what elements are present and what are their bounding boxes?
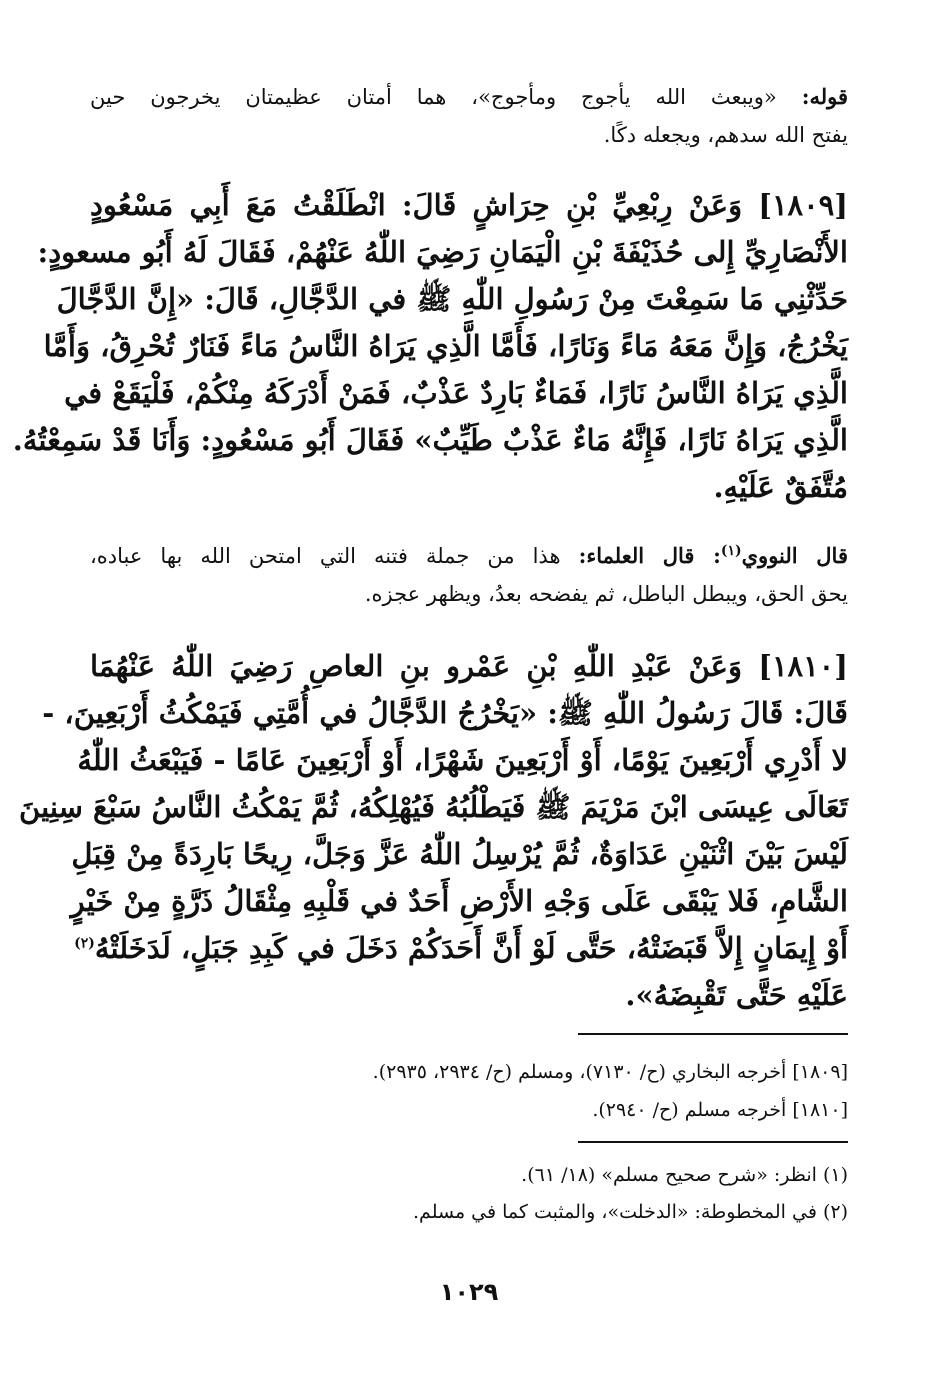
hadith-line: الَّذِي يَرَاهُ النَّاسُ نَارًا، فَمَاءٌ بَارِدٌ عَذْبٌ، فَمَنْ أَدْرَكَهُ مِنْكُمْ، فَلْيَقَعْ في: [64, 376, 848, 410]
commentary-label: قال النووي$^{(١)}$: قال العلماء:: [578, 543, 848, 568]
hadith-1810: [19, 643, 848, 1019]
hadith-line: لَيْسَ بَيْنَ اثْنَيْنِ عَدَاوَةٌ، ثُمَّ يُرْسِلُ اللّٰهُ عَزَّ وَجَلَّ، رِيحًا بَارِدَةً مِنْ قِبَلِ: [71, 837, 848, 871]
source-divider: [578, 1033, 848, 1035]
commentary-line: قوله: «ويبعث الله يأجوج ومأجوج»، هما أمتان عظيمتان يخرجون حين: [90, 84, 848, 109]
hadith-line: يَخْرُجُ، وَإِنَّ مَعَهُ مَاءً وَنَارًا، فَأَمَّا الَّذِي يَرَاهُ النَّاسُ مَاءً فَنَارٌ تُحْرِقُ، وَأَمَّا: [43, 329, 848, 363]
hadith-line: الشَّامِ، فَلا يَبْقَى عَلَى وَجْهِ الأَرْضِ أَحَدٌ في قَلْبِهِ مِثْقَالُ ذَرَّةٍ مِنْ خَيْرٍ: [70, 884, 848, 918]
hadith-line: الأَنْصَارِيِّ إِلى حُذَيْفَةَ بْنِ الْيَمَانِ رَضِيَ اللّٰهُ عَنْهُمْ، فَقَالَ لَهُ أَبُو مسعودٍ:: [37, 235, 848, 269]
hadith-line: مُتَّفَقٌ عَلَيْهِ.: [713, 470, 848, 504]
hadith-line: الَّذِي يَرَاهُ نَارًا، فَإِنَّهُ مَاءٌ عَذْبٌ طَيِّبٌ» فَقَالَ أَبُو مَسْعُودٍ: وَأَنَا قَدْ سَمِعْتُهُ.: [12, 423, 848, 457]
footnote: (٢) في المخطوطة: «الدخلت»، والمثبت كما في مسلم.: [413, 1201, 848, 1223]
footnote-ref[interactable]: (١): [720, 543, 742, 559]
book-page: [12, 72, 848, 1231]
hadith-line: لا أَدْرِي أَرْبَعِينَ يَوْمًا، أَوْ أَرْبَعِينَ شَهْرًا، أَوْ أَرْبَعِينَ عَامًا - فَيَبْعَثُ اللّٰهُ: [77, 743, 848, 777]
hadith-line: قَالَ: قَالَ رَسُولُ اللّٰهِ ﷺ: «يَخْرُجُ الدَّجَّالُ في أُمَّتِي فَيَمْكُثُ أَرْبَعِينَ، -: [42, 696, 848, 730]
hadith-1809: [12, 182, 848, 511]
hadith-line: حَدِّثْنِي مَا سَمِعْتَ مِنْ رَسُولِ اللّٰهِ ﷺ في الدَّجَّالِ، قَالَ: «إِنَّ الدَّجَّالَ: [56, 282, 848, 316]
hadith-line: أَوْ إِيمَانٍ إِلاَّ قَبَضَتْهُ، حَتَّى لَوْ أَنَّ أَحَدَكُمْ دَخَلَ في كَبِدِ جَبَلٍ، لَدَخَلَتْهُ$^{(٢)}$: [74, 931, 848, 965]
commentary-label: قوله:: [801, 84, 848, 109]
source-note: [١٨١٠] أخرجه مسلم (ح/ ٢٩٤٠).: [592, 1099, 848, 1121]
source-notes: [90, 1053, 848, 1129]
commentary-line: قال النووي$^{(١)}$: قال العلماء: هذا من جملة فتنه التي امتحن الله بها عباده،: [90, 543, 848, 568]
page-number: ١٠٢٩: [439, 1278, 499, 1306]
hadith-line: [١٨١٠] وَعَنْ عَبْدِ اللّٰهِ بْنِ عَمْرو بنِ العاصِ رَضِيَ اللّٰهُ عَنْهُمَا: [90, 649, 848, 683]
commentary-yajuj: [90, 78, 848, 154]
hadith-line: عَلَيْهِ حَتَّى تَقْبِضَهُ».: [625, 978, 848, 1012]
commentary-line: يفتح الله سدهم، ويجعله دكًا.: [603, 123, 848, 147]
footnotes: [90, 1157, 848, 1231]
source-note: [١٨٠٩] أخرجه البخاري (ح/ ٧١٣٠)، ومسلم (ح/ ٢٩٣٤، ٢٩٣٥).: [372, 1061, 848, 1083]
footnote-divider: [578, 1141, 848, 1143]
hadith-line: [١٨٠٩] وَعَنْ رِبْعِيِّ بْنِ حِرَاشٍ قَالَ: انْطَلَقْتُ مَعَ أَبِي مَسْعُودٍ: [90, 188, 848, 222]
footnote: (١) انظر: «شرح صحيح مسلم» (١٨/ ٦١).: [521, 1164, 848, 1186]
commentary-line: يحق الحق، ويبطل الباطل، ثم يفضحه بعدُ، ويظهر عجزه.: [364, 582, 848, 606]
commentary-nawawi: [90, 537, 848, 613]
footnote-ref[interactable]: (٢): [74, 935, 95, 952]
hadith-line: تَعَالَى عِيسَى ابْنَ مَرْيَمَ ﷺ فَيَطْلُبُهُ فَيُهْلِكُهُ، ثُمَّ يَمْكُثُ النَّاسُ سَبْعَ سِنِينَ: [19, 790, 848, 824]
